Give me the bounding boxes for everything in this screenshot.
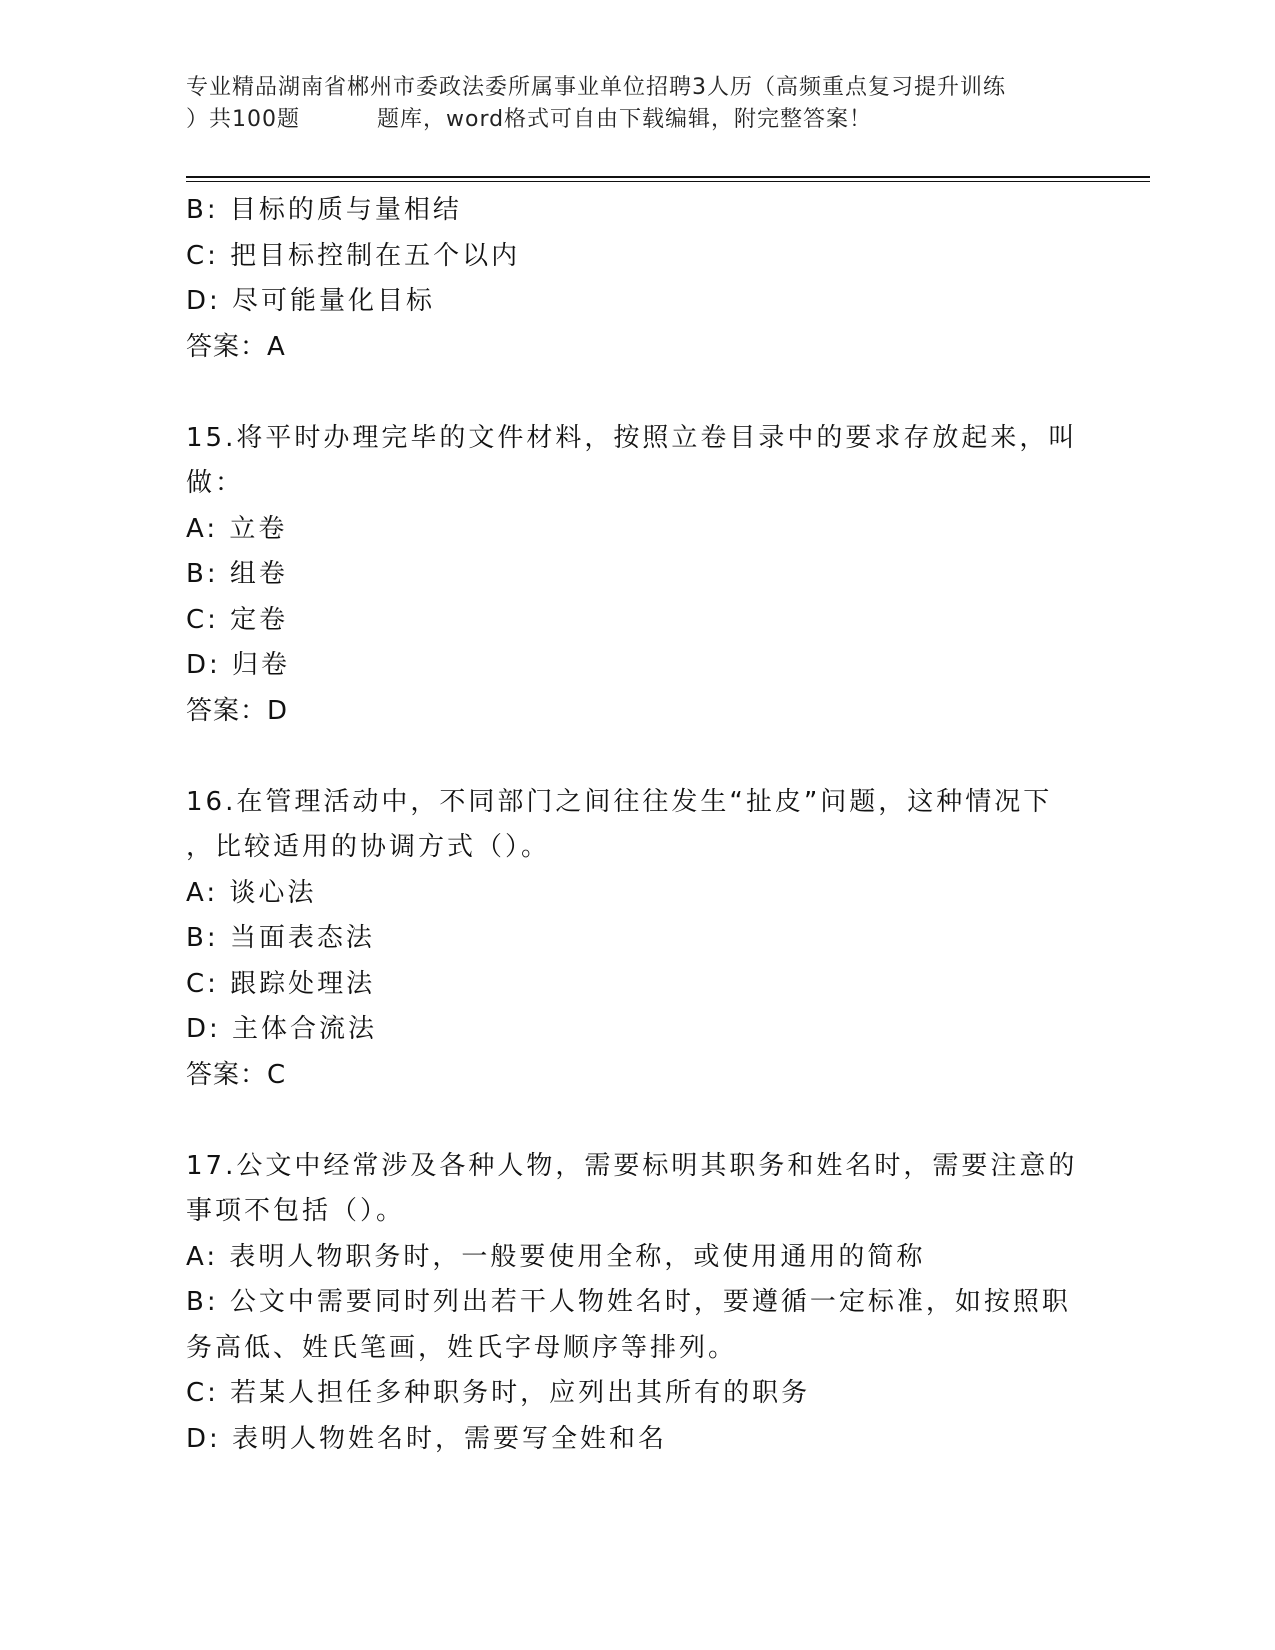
option-b-continued: 务高低、姓氏笔画，姓氏字母顺序等排列。 bbox=[186, 1332, 738, 1363]
question-text-line: ，比较适用的协调方式（）。 bbox=[186, 832, 551, 862]
option-b: B: 当面表态法 bbox=[186, 923, 375, 953]
option-d: D: 表明人物姓名时，需要写全姓和名 bbox=[186, 1423, 668, 1454]
option-d: D: 主体合流法 bbox=[186, 1014, 378, 1044]
answer-line: 答案：C bbox=[186, 1059, 287, 1090]
option-b: B: 组卷 bbox=[186, 559, 288, 589]
question-14-tail bbox=[186, 188, 1086, 370]
question-text-line: 做： bbox=[186, 468, 245, 498]
option-b: B: 目标的质与量相结 bbox=[186, 195, 462, 225]
header-title-line-1: 专业精品湖南省郴州市委政法委所属事业单位招聘3人历（高频重点复习提升训练 bbox=[186, 75, 1006, 100]
question-15 bbox=[186, 416, 1086, 735]
option-a: A: 立卷 bbox=[186, 513, 288, 544]
header-divider-thick bbox=[186, 176, 1150, 178]
option-a: A: 表明人物职务时，一般要使用全称，或使用通用的简称 bbox=[186, 1241, 926, 1272]
option-c: C: 定卷 bbox=[186, 604, 289, 635]
option-c: C: 若某人担任多种职务时，应列出其所有的职务 bbox=[186, 1378, 811, 1408]
question-text-line: 17.公文中经常涉及各种人物，需要标明其职务和姓名时，需要注意的 bbox=[186, 1150, 1078, 1181]
header-title-line-2: ）共100题 题库，word格式可自由下载编辑，附完整答案！ bbox=[186, 107, 873, 132]
question-text-line: 事项不包括（）。 bbox=[186, 1196, 406, 1226]
option-a: A: 谈心法 bbox=[186, 877, 317, 908]
question-16 bbox=[186, 780, 1086, 1099]
spacer bbox=[186, 1098, 1086, 1144]
option-b: B: 公文中需要同时列出若干人物姓名时，要遵循一定标准，如按照职 bbox=[186, 1287, 1071, 1317]
question-list bbox=[186, 188, 1086, 1462]
answer-line: 答案：A bbox=[186, 331, 286, 362]
spacer bbox=[186, 734, 1086, 780]
document-header bbox=[186, 72, 1086, 136]
answer-line: 答案：D bbox=[186, 695, 289, 726]
header-divider-thin bbox=[186, 181, 1150, 182]
question-text-line: 15.将平时办理完毕的文件材料，按照立卷目录中的要求存放起来，叫 bbox=[186, 422, 1078, 453]
question-text-line: 16.在管理活动中，不同部门之间往往发生“扯皮”问题，这种情况下 bbox=[186, 786, 1053, 817]
option-c: C: 跟踪处理法 bbox=[186, 968, 376, 999]
option-c: C: 把目标控制在五个以内 bbox=[186, 240, 521, 271]
option-d: D: 归卷 bbox=[186, 650, 291, 680]
question-17 bbox=[186, 1144, 1086, 1463]
spacer bbox=[186, 370, 1086, 416]
option-d: D: 尽可能量化目标 bbox=[186, 286, 436, 316]
